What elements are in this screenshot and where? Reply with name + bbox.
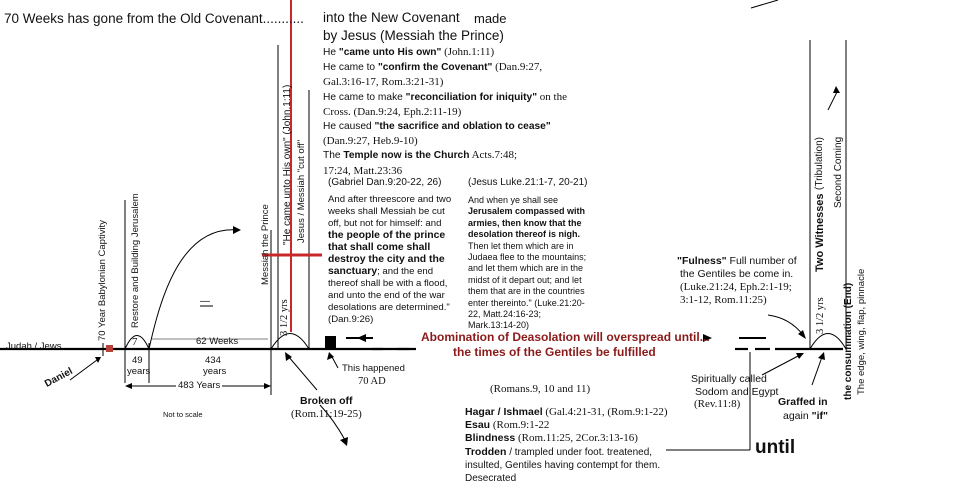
israel-item-text: insulted, Gentiles having contempt for them.: [465, 459, 661, 471]
jesus-point-pre: The: [323, 150, 344, 162]
luke-ref: (Jesus Luke.21:1-7, 20-21): [468, 177, 588, 188]
fulness-line1: [677, 255, 797, 267]
israel-item-bold: Hagar / Ishmael: [465, 406, 543, 418]
arch-gentiles-arrow: [798, 330, 806, 339]
graffed-again: again: [783, 410, 809, 422]
arrow-witness-head: [833, 86, 840, 93]
temple-destruction-marker: [325, 336, 336, 349]
israel-list-item: [465, 459, 668, 472]
fulness-rest: Full number of: [726, 255, 797, 267]
broken-line2: (Rom.11:19-25): [291, 408, 362, 420]
israel-list-item: [465, 419, 668, 432]
jesus-point-post: (Dan.9:27,: [492, 61, 543, 74]
israel-list-item: [465, 446, 668, 459]
restore-dash: —: [200, 296, 210, 307]
label-49-years: years: [127, 366, 151, 377]
jesus-point-pre: He came to: [323, 62, 378, 74]
label-half-right: 3 1/2 yrs: [815, 297, 826, 334]
jesus-point-post: Gal.3:16-17, Rom.3:21-31): [323, 76, 444, 89]
gabriel-text2: ; and the end thereof shall be with a flood, and unto the end of the war desolations are determined." (Dan.9:26): [328, 266, 450, 325]
jesus-point-line: [323, 75, 567, 89]
arrow-graffed-line: [812, 357, 822, 385]
label-babylonian-captivity: 70 Year Babylonian Captivity: [97, 220, 108, 341]
israel-list-item: [465, 432, 668, 445]
arrow-spiritually-line: [762, 355, 800, 375]
arrow-until-top: [751, 0, 778, 8]
arch-big: [149, 230, 238, 349]
jesus-point-bold: "confirm the Covenant": [377, 62, 493, 74]
label-tribulation: (Tribulation): [814, 137, 825, 190]
label-edge-wing: The edge, wing, flap, pinnacle: [856, 268, 867, 395]
arrow-daniel-line: [70, 360, 97, 380]
header-left: 70 Weeks has gone from the Old Covenant...........: [4, 11, 304, 26]
luke-bold: Jerusalem compassed with armies, then know that the desolation thereof is nigh.: [468, 206, 586, 240]
arrow-abom-left-head: [357, 334, 366, 342]
header-line2: by Jesus (Messiah the Prince): [323, 28, 504, 43]
jesus-point-post: on the: [537, 90, 567, 103]
span-483-arrow-right: [264, 383, 271, 389]
spiritually-line2: Sodom and Egypt: [695, 386, 779, 398]
graffed-line2: [783, 410, 828, 422]
fulness-line4: 3:1-12, Rom.11:25): [680, 294, 767, 306]
babylon-marker: [106, 345, 113, 352]
gabriel-text1: And after threescore and two weeks shall Messiah be cut off, but not for himself: and: [328, 194, 452, 229]
label-434: 434: [205, 355, 221, 366]
jesus-point-line: [323, 134, 567, 148]
gabriel-bold: the people of the prince that shall come shall destroy the city and the sanctuary: [328, 230, 446, 277]
label-half-left: 3 1/2 yrs: [279, 299, 290, 336]
israel-item-text: / trampled under foot. treatened,: [506, 446, 653, 458]
header-made: made: [474, 11, 507, 26]
arch-big-arrow: [233, 226, 241, 234]
israel-item-bold: Esau: [465, 419, 491, 432]
until-label: until: [755, 437, 796, 458]
happened-line2: 70 AD: [358, 376, 386, 387]
spiritually-line3: (Rev.11:8): [694, 398, 741, 410]
israel-list-item: [465, 472, 668, 485]
abomination-line2: the times of the Gentiles be fulfilled: [453, 345, 656, 359]
jesus-point-bold: "reconciliation for iniquity": [405, 91, 538, 103]
label-49: 49: [132, 355, 143, 366]
gabriel-quote: [328, 194, 452, 326]
arrow-graffed-head: [818, 352, 825, 360]
label-messiah-prince: Messiah the Prince: [260, 204, 271, 285]
jesus-point-post: (John.1:11): [441, 46, 495, 58]
label-restore-jerusalem: Restore and Building Jerusalem: [130, 193, 141, 328]
fulness-line2: the Gentiles be come in.: [680, 268, 794, 280]
israel-list: [465, 406, 668, 485]
jesus-point-line: [323, 60, 567, 75]
label-second-coming: Second Coming: [833, 136, 844, 208]
graffed-line1: Graffed in: [778, 396, 828, 408]
jesus-point-bold: "the sacrifice and oblation to cease": [374, 121, 551, 133]
fulness-title: "Fulness": [677, 255, 727, 267]
jesus-point-post: Cross. (Dan.9:24, Eph.2:11-19): [323, 105, 462, 118]
jesus-point-bold: "came unto His own": [338, 47, 442, 58]
luke-text1: And when ye shall see: [468, 195, 559, 205]
israel-item-bold: Blindness: [465, 432, 516, 445]
arch-half-left: [271, 334, 309, 350]
label-came-unto-his-own: "He came unto His own" (John.1:11): [282, 84, 293, 245]
label-judah: Judah / Jews: [6, 341, 62, 352]
jesus-point-post: (Dan.9:27, Heb.9-10): [323, 135, 418, 148]
broken-line1: Broken off: [300, 395, 353, 407]
jesus-point-line: [323, 119, 567, 134]
jesus-point-pre: He came to make: [323, 91, 406, 103]
jesus-point-pre: He caused: [323, 121, 375, 133]
israel-list-item: [465, 406, 668, 419]
label-two-witnesses: Two Witnesses: [814, 193, 826, 272]
jesus-point-post: 17:24, Matt.23:36: [323, 164, 403, 177]
label-seven: 7: [132, 336, 138, 348]
israel-item-text: (Gal.4:21-31, (Rom.9:1-22): [542, 406, 668, 418]
jesus-point-pre: He: [323, 47, 339, 58]
jesus-point-post: Acts.7:48;: [469, 149, 518, 162]
arch-gentiles: [768, 315, 803, 335]
header-right-line1: into the New Covenant: [323, 10, 460, 25]
label-not-to-scale: Not to scale: [163, 410, 203, 419]
romans-ref: (Romans.9, 10 and 11): [490, 383, 591, 395]
arch-half-right: [810, 334, 846, 350]
label-daniel: Daniel: [43, 365, 75, 390]
luke-quote: [468, 195, 588, 332]
jesus-point-bold: Temple now is the Church: [343, 150, 470, 162]
jesus-point-line: [323, 105, 567, 119]
happened-line1: This happened: [342, 363, 405, 374]
spiritually-line1: Spiritually called: [691, 373, 767, 385]
jesus-point-line: [323, 45, 567, 60]
graffed-if: "if": [811, 410, 828, 422]
span-483-arrow-left: [125, 383, 132, 389]
label-434-years: years: [203, 366, 227, 377]
jesus-point-line: [323, 148, 567, 163]
fulness-line3: (Luke.21:24, Eph.2:1-19;: [680, 281, 792, 293]
arrow-broken-line: [288, 356, 317, 390]
abomination-line1: Abomination of Deasolation will overspread until...: [421, 330, 710, 344]
israel-item-text: (Rom.9:1-22: [490, 419, 550, 432]
arrow-daniel-head: [95, 357, 101, 363]
luke-text2: Then let them which are in Judaea flee to the mountains; and let them which are in the midst of it depart out; and let them that are in the countries enter thereinto." (Luke.21:20-22, Matt.24:16-23; Mark.13:14-20): [468, 240, 587, 331]
jesus-points-list: [323, 45, 567, 178]
label-consummation: the consummation (End): [843, 282, 854, 400]
label-483-years: 483 Years: [178, 380, 221, 391]
israel-item-bold: Trodden: [465, 445, 507, 458]
label-62-weeks: 62 Weeks: [196, 336, 239, 347]
label-cut-off: Jesus / Messiah "cut off": [296, 139, 307, 243]
jesus-point-line: [323, 164, 567, 178]
gabriel-ref: (Gabriel Dan.9:20-22, 26): [328, 177, 442, 188]
israel-item-text: Desecrated: [465, 473, 517, 485]
israel-item-text: (Rom.11:25, 2Cor.3:13-16): [515, 432, 638, 445]
jesus-point-line: [323, 90, 567, 105]
